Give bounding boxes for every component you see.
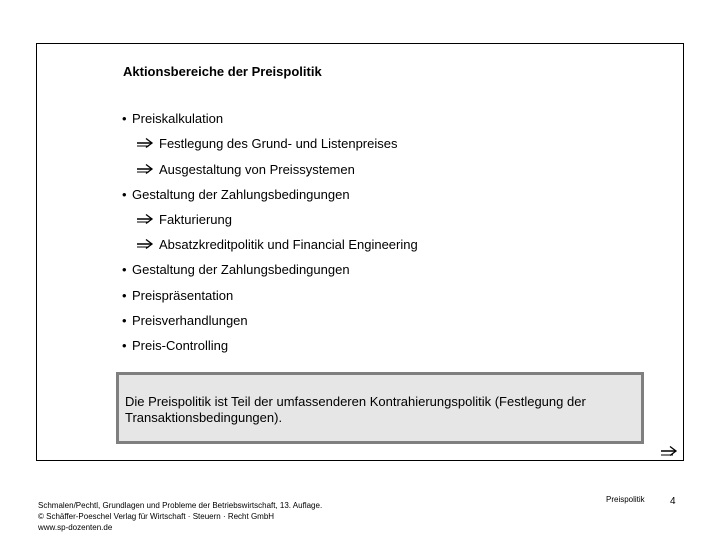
- bullet-marker: •: [122, 187, 127, 202]
- next-slide-arrow-icon[interactable]: [660, 445, 680, 459]
- item-text: Preis-Controlling: [132, 338, 229, 353]
- bullet-marker: •: [122, 288, 127, 303]
- list-item: [122, 338, 228, 354]
- note-box: [116, 372, 644, 444]
- note-text: Die Preispolitik ist Teil der umfassenderen Kontrahierungspolitik (Festlegung der Transaktionsbedingungen).: [125, 394, 586, 425]
- item-text: Preisverhandlungen: [132, 313, 248, 328]
- bullet-marker: •: [122, 111, 127, 126]
- item-text: Fakturierung: [159, 212, 232, 227]
- list-item: [136, 237, 418, 253]
- item-text: Festlegung des Grund- und Listenpreises: [159, 136, 398, 151]
- footer-citation: Schmalen/Pechtl, Grundlagen und Probleme der Betriebswirtschaft, 13. Auflage.: [38, 501, 323, 510]
- footer-website: www.sp-dozenten.de: [38, 523, 113, 532]
- list-item: [122, 187, 350, 203]
- item-text: Preispräsentation: [132, 288, 234, 303]
- list-item: [136, 212, 232, 228]
- bullet-marker: •: [122, 338, 127, 353]
- arrow-right-icon: [136, 238, 156, 250]
- slide-title: Aktionsbereiche der Preispolitik: [123, 64, 322, 79]
- item-text: Gestaltung der Zahlungsbedingungen: [132, 187, 350, 202]
- item-text: Absatzkreditpolitik und Financial Engineering: [159, 237, 418, 252]
- arrow-right-icon: [136, 137, 156, 149]
- arrow-right-icon: [136, 213, 156, 225]
- list-item: [136, 162, 355, 178]
- item-text: Ausgestaltung von Preissystemen: [159, 162, 355, 177]
- list-item: [122, 288, 233, 304]
- arrow-right-icon: [136, 163, 156, 175]
- item-text: Preiskalkulation: [132, 111, 224, 126]
- bullet-marker: •: [122, 313, 127, 328]
- list-item: [122, 262, 350, 278]
- list-item: [122, 313, 248, 329]
- list-item: [136, 136, 397, 152]
- item-text: Gestaltung der Zahlungsbedingungen: [132, 262, 350, 277]
- list-item: [122, 111, 223, 127]
- footer-source: [38, 500, 322, 533]
- footer-section-label: Preispolitik: [606, 495, 645, 504]
- footer-copyright: © Schäffer-Poeschel Verlag für Wirtschaft · Steuern · Recht GmbH: [38, 512, 275, 521]
- bullet-marker: •: [122, 262, 127, 277]
- page-number: 4: [670, 496, 676, 507]
